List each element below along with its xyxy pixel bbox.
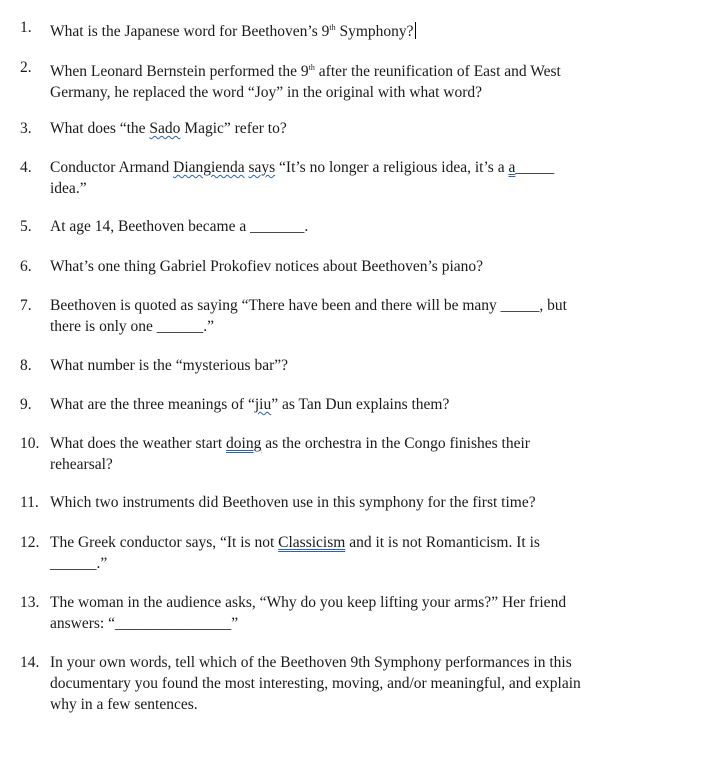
- question-number: 6.: [20, 258, 32, 275]
- question-number: 8.: [20, 357, 32, 374]
- text-segment: why in a few sentences.: [50, 696, 198, 713]
- question-text[interactable]: [50, 295, 680, 337]
- question-text[interactable]: [50, 17, 680, 42]
- text-segment: rehearsal?: [50, 456, 113, 473]
- question-number: 7.: [20, 297, 32, 314]
- text-line: [50, 673, 680, 694]
- question-number: 12.: [20, 534, 40, 551]
- text-segment: ” as Tan Dun explains them?: [271, 396, 450, 413]
- question-text[interactable]: [50, 433, 680, 475]
- question-text[interactable]: [50, 256, 680, 277]
- text-line: [50, 613, 680, 634]
- text-segment: When Leonard Bernstein performed the 9: [50, 63, 309, 80]
- question-text[interactable]: [50, 57, 680, 103]
- text-segment: “It’s no longer a religious idea, it’s a: [275, 159, 509, 176]
- question-number: 11.: [20, 494, 39, 511]
- text-segment: At age 14, Beethoven became a _______.: [50, 218, 309, 235]
- text-segment: Germany, he replaced the word “Joy” in the original with what word?: [50, 84, 482, 101]
- grammar-flag-word[interactable]: doing: [226, 435, 262, 452]
- text-line: [50, 454, 680, 475]
- question-text[interactable]: [50, 592, 680, 634]
- text-segment: idea.”: [50, 180, 87, 197]
- spellcheck-word[interactable]: Diangienda: [173, 159, 245, 176]
- text-segment: What’s one thing Gabriel Prokofiev notices about Beethoven’s piano?: [50, 258, 484, 275]
- question-text[interactable]: [50, 394, 680, 415]
- answer-blank: _____: [515, 159, 555, 176]
- spellcheck-word[interactable]: Sado: [149, 120, 181, 137]
- question-number: 4.: [20, 159, 32, 176]
- question-number: 1.: [20, 19, 32, 36]
- text-line: [50, 316, 680, 337]
- text-line: [50, 553, 680, 574]
- text-segment: ______.”: [50, 555, 108, 572]
- text-segment: In your own words, tell which of the Beethoven 9th Symphony performances in this: [50, 654, 572, 671]
- text-segment: answers: “_______________”: [50, 615, 239, 632]
- question-text[interactable]: [50, 492, 680, 513]
- question-number: 9.: [20, 396, 32, 413]
- text-segment: Which two instruments did Beethoven use in this symphony for the first time?: [50, 494, 536, 511]
- text-line: [50, 652, 680, 673]
- text-segment: after the reunification of East and West: [314, 63, 561, 80]
- question-number: 5.: [20, 218, 32, 235]
- text-segment: What does the weather start: [50, 435, 227, 452]
- text-segment: Conductor Armand: [50, 159, 174, 176]
- text-segment: Magic” refer to?: [180, 120, 287, 137]
- question-number: 2.: [20, 59, 32, 76]
- question-text[interactable]: [50, 652, 680, 715]
- ordinal-superscript: th: [308, 63, 315, 72]
- text-segment: and it is not Romanticism. It is: [345, 534, 540, 551]
- text-segment: Symphony?: [335, 23, 414, 40]
- text-line: [50, 295, 680, 316]
- grammar-flag-word[interactable]: Classicism: [278, 534, 346, 551]
- text-line: [50, 592, 680, 613]
- question-number: 10.: [20, 435, 40, 452]
- question-number: 14.: [20, 654, 40, 671]
- text-line: [50, 694, 680, 715]
- question-text[interactable]: [50, 216, 680, 237]
- text-line: [50, 532, 680, 553]
- text-segment: What does “the: [50, 120, 150, 137]
- text-segment: Beethoven is quoted as saying “There have been and there will be many _____, but: [50, 297, 567, 314]
- text-segment: there is only one ______.”: [50, 318, 215, 335]
- text-segment: What are the three meanings of “: [50, 396, 255, 413]
- question-text[interactable]: [50, 118, 680, 139]
- text-line: [50, 57, 680, 82]
- question-number: 3.: [20, 120, 32, 137]
- text-line: [50, 178, 680, 199]
- text-segment: What number is the “mysterious bar”?: [50, 357, 289, 374]
- question-text[interactable]: [50, 532, 680, 574]
- grammar-flag-word[interactable]: says: [248, 159, 276, 176]
- text-cursor: [415, 22, 416, 39]
- spellcheck-word[interactable]: jiu: [254, 396, 272, 413]
- ordinal-superscript: th: [329, 23, 336, 32]
- text-line: [50, 82, 680, 103]
- text-segment: as the orchestra in the Congo finishes their: [261, 435, 530, 452]
- text-segment: What is the Japanese word for Beethoven’s 9: [50, 23, 330, 40]
- question-text[interactable]: [50, 157, 680, 199]
- grammar-flag-word[interactable]: a: [508, 159, 516, 176]
- question-number: 13.: [20, 594, 40, 611]
- text-segment: The woman in the audience asks, “Why do you keep lifting your arms?” Her friend: [50, 594, 567, 611]
- text-segment: documentary you found the most interesting, moving, and/or meaningful, and explain: [50, 675, 581, 692]
- question-text[interactable]: [50, 355, 680, 376]
- text-line: [50, 157, 680, 178]
- text-line: [50, 433, 680, 454]
- text-segment: The Greek conductor says, “It is not: [50, 534, 279, 551]
